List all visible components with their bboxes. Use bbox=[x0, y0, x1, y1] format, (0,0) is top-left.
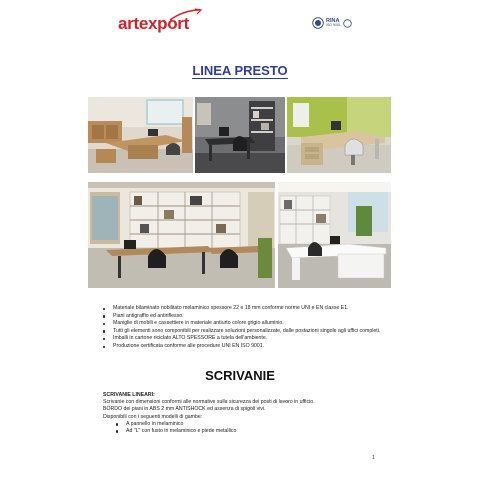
feature-item: Materiale bilaminato nobilitato melaminico spessore 22 e 18 mm conforme norme UNI e EN classe E1. bbox=[103, 305, 393, 313]
feature-item: Imballi in cartone riciclato ALTO SPESSORE a tutela dell'ambiente. bbox=[103, 335, 393, 343]
scrivanie-description bbox=[103, 392, 403, 435]
feature-item: Tutti gli elementi sono componibili per realizzare soluzioni personalizzate, dalle postazioni singole agli uffici completi. bbox=[103, 328, 393, 336]
photo-office-wood bbox=[88, 97, 193, 173]
leg-model-item: A pannello in melaminico bbox=[116, 421, 403, 428]
feature-item: Produzione certificata conforme alle procedure UNI EN ISO 9001. bbox=[103, 343, 393, 351]
leg-models-list bbox=[103, 421, 403, 435]
page-title bbox=[0, 63, 480, 78]
feature-list bbox=[103, 305, 393, 351]
certification-label: RINA bbox=[326, 17, 340, 24]
photo-office-bookshelf bbox=[88, 182, 275, 288]
certification-seal-icon bbox=[312, 17, 324, 29]
brand-logo: artexport bbox=[118, 14, 189, 33]
certification-mark bbox=[312, 16, 354, 30]
scrivanie-line: Scrivanie con dimensioni conformi alle normative sulla sicurezza dei posti di lavoro in ufficio. bbox=[103, 399, 315, 406]
certification-ring-icon bbox=[343, 19, 352, 28]
page-title-text: LINEA PRESTO bbox=[192, 63, 288, 78]
feature-item: Maniglie di mobili e cassettiere in materiale antiurto colore grigio alluminio. bbox=[103, 320, 393, 328]
photo-office-white bbox=[278, 182, 391, 288]
logo-swoosh-icon bbox=[168, 8, 202, 22]
leg-model-item: Ad "L" con fusto in melaminico e piede metallico bbox=[116, 428, 403, 435]
scrivanie-subtitle: SCRIVANIE LINEARI: bbox=[103, 392, 155, 398]
certification-sub: ISO 9001 bbox=[326, 23, 341, 27]
page-number: 1 bbox=[372, 455, 375, 461]
photo-office-green bbox=[287, 97, 391, 173]
feature-item: Piani antigraffio ed antiriflesso. bbox=[103, 313, 393, 321]
photo-office-dark bbox=[195, 97, 285, 173]
section-title: SCRIVANIE bbox=[205, 368, 275, 383]
scrivanie-line: BORDO dei piani in ABS 2 mm ANTISHOCK ed assenza di spigoli vivi. bbox=[103, 406, 266, 413]
scrivanie-line: Disponibili con i seguenti modelli di gambe: bbox=[103, 413, 203, 420]
